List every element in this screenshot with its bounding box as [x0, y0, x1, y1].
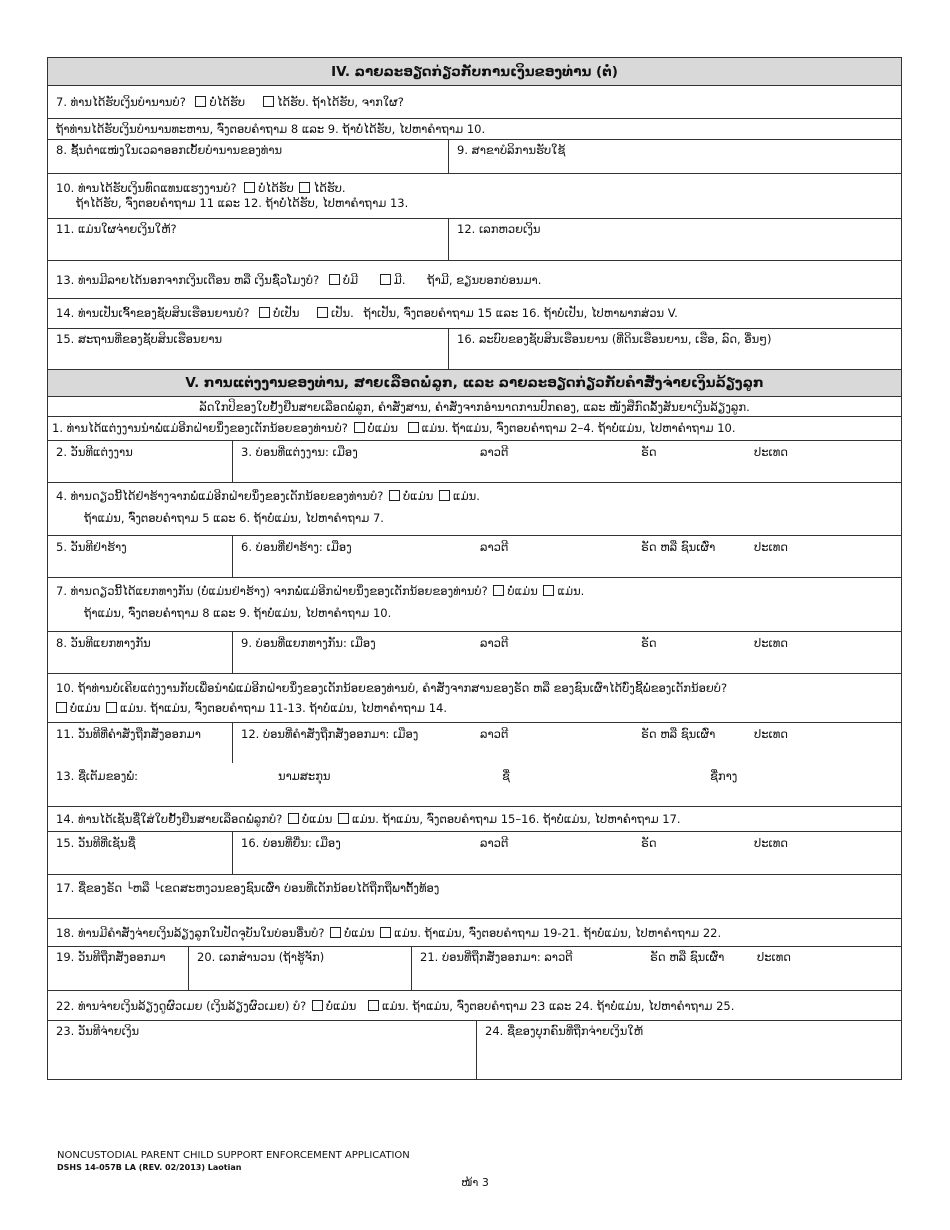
s5-q20-field[interactable] — [188, 947, 411, 990]
s4-q9-field[interactable] — [448, 140, 901, 173]
s4-q13-no-checkbox[interactable] — [329, 274, 340, 285]
section-5-title: V. ການແຕ່ງງານຂອງທ່ານ, ສາຍເລືອດພໍ່ລູກ, ແລະ ລາຍລະອຽດກ່ຽວກັບຄໍາສັ່ງຈ່າຍເງິນລ້ຽງລູກ — [185, 375, 764, 391]
s4-q11-q12-row — [48, 219, 901, 261]
s5-q20-label: 20. ເລກສໍານວນ (ຖ້າຮູ້ຈັກ) — [197, 950, 325, 964]
section-4-header — [48, 58, 901, 86]
s5-q18-row — [48, 919, 901, 947]
s5-q14-text: 14. ທ່ານໄດ້ເຊັນຊື່ໃສ່ໃບຢັ້ງຢືນສາຍເລືອດພໍ່ລູກບໍ? — [56, 812, 283, 826]
s5-q1-yes-label: ແມ່ນ. ຖ້າແມ່ນ, ຈົ່ງຕອບຄໍາຖາມ 2–4. ຖ້າບໍ່ແມ່ນ, ໄປຫາຄໍາຖາມ 10. — [421, 421, 736, 435]
s5-q1-yes-checkbox[interactable] — [408, 422, 419, 433]
s5-q6-country: ປະເທດ — [754, 540, 789, 554]
s4-q13-no-label: ບໍ່ມີ — [342, 273, 359, 287]
s5-q2-q3-row — [48, 441, 901, 483]
s5-q9-state: ຣັດ — [641, 636, 657, 650]
s5-q21-field[interactable] — [411, 947, 901, 990]
s4-q7-no-label: ບໍ່ໄດ້ຮັບ — [209, 95, 246, 109]
s5-q18-no-checkbox[interactable] — [330, 927, 341, 938]
s4-q13-text: 13. ທ່ານມີລາຍໄດ້ນອກຈາກເງິນເດືອນ ຫລື ເງິນຊົ່ວໂມງບໍ? — [56, 273, 320, 287]
s5-q6-state: ຣັດ ຫລື ຊົນເຜົ່າ — [641, 540, 716, 554]
s5-q12-state: ຣັດ ຫລື ຊົນເຜົ່າ — [641, 727, 716, 741]
s5-q22-no-label: ບໍ່ແມ່ນ — [325, 999, 357, 1013]
s5-q4-yes-label: ແມ່ນ. — [453, 489, 480, 503]
s5-q21-label: 21. ບ່ອນທີ່ຖືກສັ່ງອອກມາ: ລາວຕີ — [420, 950, 573, 964]
s5-q19-field[interactable] — [48, 947, 188, 990]
s5-q7-text: 7. ທ່ານດຽວນີ້ໄດ້ແຍກທາງກັນ (ບໍ່ແມ່ນຢ່າຮ້າງ) ຈາກພໍ່ແມ່ອີກຝ່າຍນຶ່ງຂອງເດັກນ້ອຍຂອງທ່ານບໍ? — [56, 584, 488, 598]
s5-q23-field[interactable] — [48, 1021, 476, 1079]
s4-q15-field[interactable] — [48, 329, 448, 369]
s5-q3-county: ລາວຕີ — [480, 445, 509, 459]
s4-q14-text: 14. ທ່ານເປັນເຈົ້າຂອງຊັບສິນເຮືອນຍານບໍ? — [56, 306, 250, 320]
s4-q14-no-label: ບໍ່ເປັນ — [273, 306, 300, 320]
section-4-title: IV. ລາຍລະອຽດກ່ຽວກັບການເງິນຂອງທ່ານ (ຕໍ່) — [331, 63, 618, 80]
s4-q11-field[interactable] — [48, 219, 448, 260]
s5-q7-row — [48, 578, 901, 632]
s4-q10-yes-checkbox[interactable] — [299, 182, 310, 193]
s5-q23-q24-row — [48, 1021, 901, 1079]
s5-q5-label: 5. ວັນທີຢ່າຮ້າງ — [56, 540, 127, 554]
s5-q5-q6-row — [48, 536, 901, 578]
s5-q12-county: ລາວຕີ — [480, 727, 509, 741]
section-5-subtitle: ລັດໃກປິຂອງໃບຢັ້ງຢືນສາຍເລືອດພໍ່ລູກ, ຄໍາສັ່ງສານ, ຄໍາສັ່ງຈາກອໍານາດການປົກຄອງ, ແລະ ໜັງສືກົດລັ້ງສັນຍາເງິນລ້ຽງລູກ. — [199, 399, 750, 414]
s4-q10-no-label: ບໍ່ໄດ້ຮັບ — [258, 181, 294, 195]
s5-q3-country: ປະເທດ — [754, 445, 789, 459]
s5-q11-q13-row — [48, 723, 901, 807]
s4-q16-label: 16. ລະບົບຂອງຊັບສິນເຮືອນຍານ (ທີ່ດິນເຮືອນຍານ, ເຮືອ, ລົດ, ອື່ນໆ) — [457, 332, 772, 346]
s5-q17-field[interactable] — [48, 875, 901, 918]
s4-q7-yes-label: ໄດ້ຮັບ. ຖ້າໄດ້ຮັບ, ຈາກໃຜ? — [276, 95, 404, 109]
s5-q15-label: 15. ວັນທີທີ່ເຊັນຊື່ — [56, 836, 136, 850]
s4-q14-no-checkbox[interactable] — [259, 307, 270, 318]
s5-q14-row — [48, 807, 901, 832]
s4-q7-text: 7. ທ່ານໄດ້ຮັບເງິນບໍານານບໍ? — [56, 95, 186, 109]
s5-q17-label: 17. ຊື່ຂອງຣັດ └ຫລື └ເຂດສະຫງວນຂອງຊົນເຜົ່າ ບ່ອນທີ່ເດັກນ້ອຍໄດ້ຖືກຖືພາຕັ້ງທ້ອງ — [56, 881, 440, 895]
s4-q10-row — [48, 174, 901, 219]
s4-q13-yes-checkbox[interactable] — [380, 274, 391, 285]
s5-q4-yes-checkbox[interactable] — [439, 490, 450, 501]
s5-q16-city: 16. ບ່ອນທີ່ຍື່ນ: ເມືອງ — [241, 836, 341, 850]
s4-q13-row — [48, 261, 901, 299]
section-5-subheader — [48, 397, 901, 417]
s5-q7-no-checkbox[interactable] — [493, 585, 504, 596]
s5-q8-q9-row — [48, 632, 901, 674]
s5-q10-no-label: ບໍ່ແມ່ນ — [70, 701, 101, 715]
s4-q10-text: 10. ທ່ານໄດ້ຮັບເງິນທົດແທນແຮງງານບໍ? — [56, 181, 237, 195]
s5-q14-yes-checkbox[interactable] — [338, 813, 349, 824]
s5-q6-county: ລາວຕີ — [480, 540, 509, 554]
s5-q13-first: ຊື່ — [502, 769, 510, 783]
s4-q10-no-checkbox[interactable] — [244, 182, 255, 193]
s5-q7-yes-label: ແມ່ນ. — [557, 584, 585, 598]
s5-q18-yes-checkbox[interactable] — [380, 927, 391, 938]
s5-q24-label: 24. ຊື່ຂອງບຸກຄົນທີ່ຖືກຈ່າຍເງິນໃຫ້ — [485, 1024, 644, 1038]
s5-q1-no-label: ບໍ່ແມ່ນ — [367, 421, 398, 435]
s5-q15-q16-row — [48, 832, 901, 875]
s5-q16-county: ລາວຕີ — [480, 836, 509, 850]
s5-q11-label: 11. ວັນທີທີ່ຄໍາສັ່ງຖືກສັ່ງອອກມາ — [56, 727, 201, 741]
s4-q14-yes-checkbox[interactable] — [317, 307, 328, 318]
s5-q8-field[interactable] — [48, 632, 233, 673]
s5-q10-yes-checkbox[interactable] — [106, 702, 117, 713]
s4-q12-field[interactable] — [448, 219, 901, 260]
s4-q12-label: 12. ເລກຫວຍເງິນ — [457, 222, 541, 236]
s5-q16-country: ປະເທດ — [754, 836, 789, 850]
s5-q3-state: ຣັດ — [641, 445, 657, 459]
s5-q6-city: 6. ບ່ອນທີ່ຢ່າຮ້າງ: ເມືອງ — [241, 540, 352, 554]
s5-q2-field[interactable] — [48, 441, 233, 482]
s4-q13-note: ຖ້າມີ, ຂຽນບອກບ່ອນມາ. — [427, 273, 542, 287]
form-footer — [57, 1150, 410, 1174]
s5-q22-no-checkbox[interactable] — [312, 1000, 323, 1011]
s5-q21-country: ປະເທດ — [757, 950, 792, 964]
s4-q10-yes-label: ໄດ້ຮັບ. — [313, 181, 346, 195]
s5-q18-text: 18. ທ່ານມີຄໍາສັ່ງຈ່າຍເງິນລ້ຽງລູກໃນປັດຈຸບັນໃນບ່ອນອື່ນບໍ? — [56, 926, 325, 940]
s5-q3-city: 3. ບ່ອນທີ່ແຕ່ງງານ: ເມືອງ — [241, 445, 358, 459]
s5-q18-no-label: ບໍ່ແມ່ນ — [344, 926, 375, 940]
s5-q17-row — [48, 875, 901, 919]
s4-q9-label: 9. ສາຂາບໍລິການຮັບໃຊ້ — [457, 143, 566, 157]
s4-q13-yes-label: ມີ. — [393, 273, 406, 287]
s4-q14-note: ຖ້າເປັນ, ຈົ່ງຕອບຄໍາຖາມ 15 ແລະ 16. ຖ້າບໍ່ເປັນ, ໄປຫາພາກສ່ວນ V. — [363, 306, 678, 320]
s5-q7-note: ຖ້າແມ່ນ, ຈົ່ງຕອບຄໍາຖາມ 8 ແລະ 9. ຖ້າບໍ່ແມ່ນ, ໄປຫາຄໍາຖາມ 10. — [84, 606, 392, 620]
s4-q16-field[interactable] — [448, 329, 901, 369]
s5-q7-no-label: ບໍ່ແມ່ນ — [507, 584, 538, 598]
s5-q13-last: ນາມສະກຸນ — [278, 769, 331, 783]
s5-q16-state: ຣັດ — [641, 836, 657, 850]
s5-q1-row — [48, 417, 901, 441]
s4-q7-no-checkbox[interactable] — [195, 96, 206, 107]
s5-q22-row — [48, 991, 901, 1021]
s5-q12-country: ປະເທດ — [754, 727, 789, 741]
s5-q4-no-label: ບໍ່ແມ່ນ — [402, 489, 434, 503]
s4-q8-field[interactable] — [48, 140, 448, 173]
s5-q7-yes-checkbox[interactable] — [543, 585, 554, 596]
s5-q15-field[interactable] — [48, 832, 233, 874]
s5-q8-label: 8. ວັນທີແຍກທາງກັນ — [56, 636, 151, 650]
s4-q8-label: 8. ຊັ້ນຕໍາແໜ່ງໃນເວລາອອກເບັ້ຍບໍານານຂອງທ່ານ — [56, 143, 283, 157]
s5-q21-state: ຣັດ ຫລື ຊົນເຜົ່າ — [650, 950, 725, 964]
s5-q14-no-label: ບໍ່ແມ່ນ — [301, 812, 333, 826]
s5-q14-yes-label: ແມ່ນ. ຖ້າແມ່ນ, ຈົ່ງຕອບຄໍາຖາມ 15–16. ຖ້າບໍ່ແມ່ນ, ໄປຫາຄໍາຖາມ 17. — [352, 812, 681, 826]
s5-q22-text: 22. ທ່ານຈ່າຍເງິນລ້ຽງດູຜົວເມຍ (ເງິນລ້ຽງຜົວເມຍ) ບໍ? — [56, 999, 307, 1013]
s5-q19-label: 19. ວັນທີຖືກສັ່ງອອກມາ — [56, 950, 166, 964]
s5-q22-yes-checkbox[interactable] — [368, 1000, 379, 1011]
s4-q7-row — [48, 86, 901, 119]
s5-q22-yes-label: ແມ່ນ. ຖ້າແມ່ນ, ຈົ່ງຕອບຄໍາຖາມ 23 ແລະ 24. ຖ້າບໍ່ແມ່ນ, ໄປຫາຄໍາຖາມ 25. — [381, 999, 735, 1013]
s4-q11-label: 11. ແມ່ນໃຜຈ່າຍເງິນໃຫ້? — [56, 222, 177, 236]
s5-q10-no-checkbox[interactable] — [56, 702, 67, 713]
s5-q11-field[interactable] — [48, 723, 233, 763]
s4-military-note: ຖ້າທ່ານໄດ້ຮັບເງິນບໍານານທະຫານ, ຈົ່ງຕອບຄໍາຖາມ 8 ແລະ 9. ຖ້າບໍ່ໄດ້ຮັບ, ໄປຫາຄໍາຖາມ 10. — [56, 122, 486, 136]
application-form — [47, 57, 902, 1080]
s4-q10-note: ຖ້າໄດ້ຮັບ, ຈົ່ງຕອບຄໍາຖາມ 11 ແລະ 12. ຖ້າບໍ່ໄດ້ຮັບ, ໄປຫາຄໍາຖາມ 13. — [76, 196, 409, 210]
s5-q2-label: 2. ວັນທີແຕ່ງງານ — [56, 445, 133, 459]
s5-q10-yes-label: ແມ່ນ. ຖ້າແມ່ນ, ຈົ່ງຕອບຄໍາຖາມ 11-13. ຖ້າບໍ່ແມ່ນ, ໄປຫາຄໍາຖາມ 14. — [120, 701, 447, 715]
page-number: ໜ້າ 3 — [461, 1176, 489, 1189]
s4-q15-q16-row — [48, 329, 901, 370]
s4-q14-row — [48, 299, 901, 329]
s5-q13-field[interactable] — [48, 763, 901, 806]
section-5-header — [48, 370, 901, 397]
form-code: DSHS 14-057B LA (REV. 02/2013) Laotian — [57, 1163, 242, 1172]
s5-q23-label: 23. ວັນທີຈ່າຍເງິນ — [56, 1024, 140, 1038]
form-title: NONCUSTODIAL PARENT CHILD SUPPORT ENFORCEMENT APPLICATION — [57, 1150, 410, 1161]
s5-q4-no-checkbox[interactable] — [389, 490, 400, 501]
s5-q4-row — [48, 483, 901, 536]
s5-q1-no-checkbox[interactable] — [354, 422, 365, 433]
s4-q15-label: 15. ສະຖານທີ່ຂອງຊັບສິນເຮືອນຍານ — [56, 332, 223, 346]
s5-q1-text: 1. ທ່ານໄດ້ແຕ່ງງານນໍາພໍ່ແມ່ອີກຝ່າຍນຶ່ງຂອງເດັກນ້ອຍຂອງທ່ານບໍ? — [52, 421, 348, 435]
s5-q12-city: 12. ບ່ອນທີ່ຄໍາສັ່ງຖືກສັ່ງອອກມາ: ເມືອງ — [241, 727, 419, 741]
s5-q4-note: ຖ້າແມ່ນ, ຈົ່ງຕອບຄໍາຖາມ 5 ແລະ 6. ຖ້າບໍ່ແມ່ນ, ໄປຫາຄໍາຖາມ 7. — [84, 511, 384, 525]
s4-q7-yes-checkbox[interactable] — [263, 96, 274, 107]
s5-q24-field[interactable] — [476, 1021, 901, 1079]
s4-q8-q9-row — [48, 119, 901, 174]
s4-q14-yes-label: ເປັນ. — [331, 306, 354, 320]
s5-q18-yes-label: ແມ່ນ. ຖ້າແມ່ນ, ຈົ່ງຕອບຄໍາຖາມ 19-21. ຖ້າບໍ່ແມ່ນ, ໄປຫາຄໍາຖາມ 22. — [394, 926, 722, 940]
s5-q13-middle: ຊື່ກາງ — [710, 769, 738, 783]
s5-q13-label: 13. ຊື່ເຕັມຂອງພໍ່: — [56, 769, 139, 783]
s5-q9-county: ລາວຕີ — [480, 636, 509, 650]
s5-q10-row — [48, 674, 901, 723]
s5-q9-city: 9. ບ່ອນທີ່ແຍກທາງກັນ: ເມືອງ — [241, 636, 376, 650]
s5-q9-country: ປະເທດ — [754, 636, 789, 650]
s5-q10-text: 10. ຖ້າທ່ານບໍ່ເຄີຍແຕ່ງງານກັບເພື່ອນໍາພໍ່ແມ່ອີກຝ່າຍນຶ່ງຂອງເດັກນ້ອຍຂອງທ່ານບໍ, ຄໍາສັ່ງຈາກສານຂອງຣັດ ຫລື ຂອງຊົນເຜົ່າໄດ້ບົ່ງຊີ້ພໍ່ຂອງເດັກນ້ອຍບໍ? — [56, 681, 728, 695]
s5-q4-text: 4. ທ່ານດຽວນີ້ໄດ້ຢ່າຮ້າງຈາກພໍ່ແມ່ອີກຝ່າຍນຶ່ງຂອງເດັກນ້ອຍຂອງທ່ານບໍ? — [56, 489, 384, 503]
s5-q5-field[interactable] — [48, 536, 233, 577]
s5-q19-q21-row — [48, 947, 901, 991]
s5-q14-no-checkbox[interactable] — [288, 813, 299, 824]
